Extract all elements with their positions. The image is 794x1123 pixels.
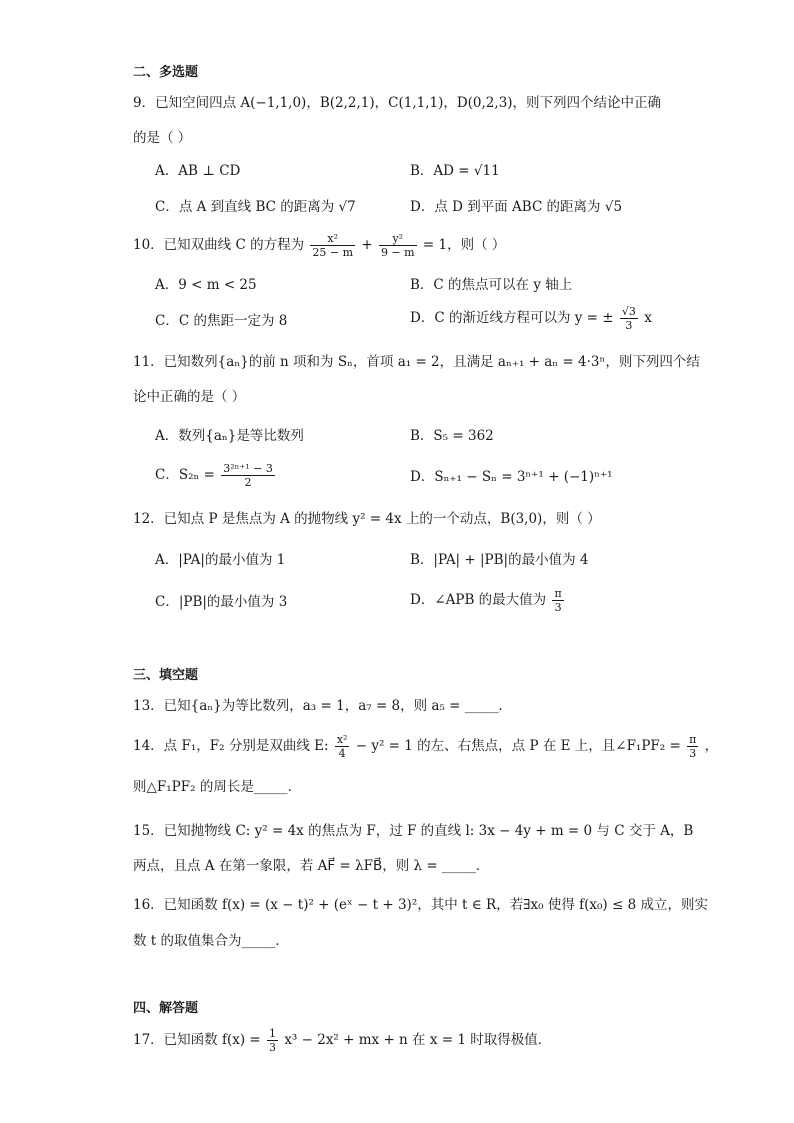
- q14-stem-prefix: 14．点 F₁，F₂ 分别是双曲线 E:: [133, 738, 329, 754]
- q17-stem: [133, 1027, 551, 1054]
- q11-option-c-prefix: C．S₂ₙ =: [155, 467, 215, 483]
- q10-d-numerator: √3: [621, 305, 636, 318]
- q12-option-d-prefix: D．∠APB 的最大值为: [410, 592, 547, 608]
- q10-option-c: C．C 的焦距一定为 8: [155, 313, 288, 329]
- q17-stem-prefix: 17．已知函数 f(x) =: [133, 1032, 261, 1048]
- q11-option-c: [155, 462, 277, 489]
- q10-stem-suffix: = 1，则（ ）: [422, 237, 506, 253]
- q9-stem-line1: 9．已知空间四点 A(−1,1,0)，B(2,2,1)，C(1,1,1)，D(0,2,3)，则下列四个结论中正确: [133, 95, 662, 111]
- q14-f-numerator: x²: [336, 733, 348, 746]
- q14-fraction-1: [335, 733, 350, 760]
- q17-f-denominator: 3: [269, 1041, 277, 1054]
- q11-stem-line1: 11．已知数列{aₙ}的前 n 项和为 Sₙ，首项 a₁ = 2，且满足 aₙ₊₁ + aₙ = 4·3ⁿ，则下列四个结: [133, 354, 700, 370]
- q10-option-d: [410, 305, 652, 332]
- q10-f1-numerator: x²: [310, 232, 355, 246]
- q14-stem-middle: − y² = 1 的左、右焦点，点 P 在 E 上，且∠F₁PF₂ =: [355, 738, 681, 754]
- q12-option-a: A．|PA|的最小值为 1: [155, 552, 286, 568]
- q15-stem-line2: 两点，且点 A 在第一象限，若 AF⃗ = λFB⃗，则 λ = _____．: [133, 858, 490, 874]
- q13-stem: 13．已知{aₙ}为等比数列，a₃ = 1，a₇ = 8，则 a₅ = _____．: [133, 698, 513, 714]
- q11-option-b: B．S₅ = 362: [410, 428, 494, 444]
- q12-option-d: [410, 587, 566, 614]
- q11-option-a: A．数列{aₙ}是等比数列: [155, 428, 304, 444]
- q10-stem-prefix: 10．已知双曲线 C 的方程为: [133, 237, 305, 253]
- q9-option-a: A．AB ⊥ CD: [155, 163, 241, 179]
- q14-f-denominator: 4: [338, 747, 346, 760]
- section-header-answer: 四、解答题: [133, 1000, 199, 1015]
- q10-option-d-prefix: D．C 的渐近线方程可以为 y = ±: [410, 310, 614, 326]
- section-header-fill-blank: 三、填空题: [133, 667, 199, 682]
- q11-option-d: D．Sₙ₊₁ − Sₙ = 3ⁿ⁺¹ + (−1)ⁿ⁺¹: [410, 469, 613, 485]
- q10-option-b: B．C 的焦点可以在 y 轴上: [410, 277, 573, 293]
- q14-stem-line2: 则△F₁PF₂ 的周长是_____．: [133, 779, 302, 795]
- q14-stem-suffix: ，: [704, 738, 719, 754]
- q9-option-b: B．AD = √11: [410, 163, 500, 179]
- q14-stem-line1: [133, 733, 718, 760]
- q16-stem-line1: 16．已知函数 f(x) = (x − t)² + (eˣ − t + 3)²，其中 t ∈ R，若∃x₀ 使得 f(x₀) ≤ 8 成立，则实: [133, 897, 708, 913]
- q10-plus: +: [361, 237, 373, 253]
- q12-d-numerator: π: [554, 587, 562, 600]
- q9-stem-line2: 的是（ ）: [133, 130, 192, 146]
- q14-g-denominator: 3: [689, 747, 697, 760]
- q12-option-c: C．|PB|的最小值为 3: [155, 594, 288, 610]
- q12-stem: 12．已知点 P 是焦点为 A 的抛物线 y² = 4x 上的一个动点，B(3,0)，则（ ）: [133, 511, 601, 527]
- q10-option-d-fraction: [620, 305, 638, 332]
- q9-option-c: C．点 A 到直线 BC 的距离为 √7: [155, 199, 356, 215]
- q12-option-b: B．|PA| + |PB|的最小值为 4: [410, 552, 589, 568]
- q14-fraction-2: [687, 733, 698, 760]
- q9-option-d: D．点 D 到平面 ABC 的距离为 √5: [410, 199, 623, 215]
- q11-option-c-fraction: [221, 462, 275, 489]
- q16-stem-line2: 数 t 的取值集合为_____．: [133, 933, 289, 949]
- q10-fraction-2: [379, 232, 417, 259]
- q10-option-a: A．9 < m < 25: [155, 277, 257, 293]
- q17-f-numerator: 1: [269, 1027, 277, 1040]
- q10-d-denominator: 3: [625, 319, 633, 332]
- q10-fraction-1: [310, 232, 355, 259]
- q12-d-denominator: 3: [554, 601, 562, 614]
- q10-f2-numerator: y²: [379, 232, 417, 246]
- q11-c-numerator: 3²ⁿ⁺¹ − 3: [223, 462, 273, 475]
- q17-stem-suffix: x³ − 2x² + mx + n 在 x = 1 时取得极值．: [284, 1032, 552, 1048]
- q11-stem-line2: 论中正确的是（ ）: [133, 389, 246, 405]
- q14-g-numerator: π: [689, 733, 697, 746]
- section-header-multi-choice: 二、多选题: [133, 64, 199, 79]
- q10-stem: [133, 232, 505, 259]
- q11-c-denominator: 2: [244, 476, 252, 489]
- q15-stem-line1: 15．已知抛物线 C: y² = 4x 的焦点为 F，过 F 的直线 l: 3x − 4y + m = 0 与 C 交于 A，B: [133, 823, 694, 839]
- q12-option-d-fraction: [552, 587, 563, 614]
- q17-fraction: [267, 1027, 278, 1054]
- q10-option-d-suffix: x: [644, 310, 652, 326]
- q10-f1-denominator: 25 − m: [312, 246, 354, 259]
- q10-f2-denominator: 9 − m: [380, 246, 415, 259]
